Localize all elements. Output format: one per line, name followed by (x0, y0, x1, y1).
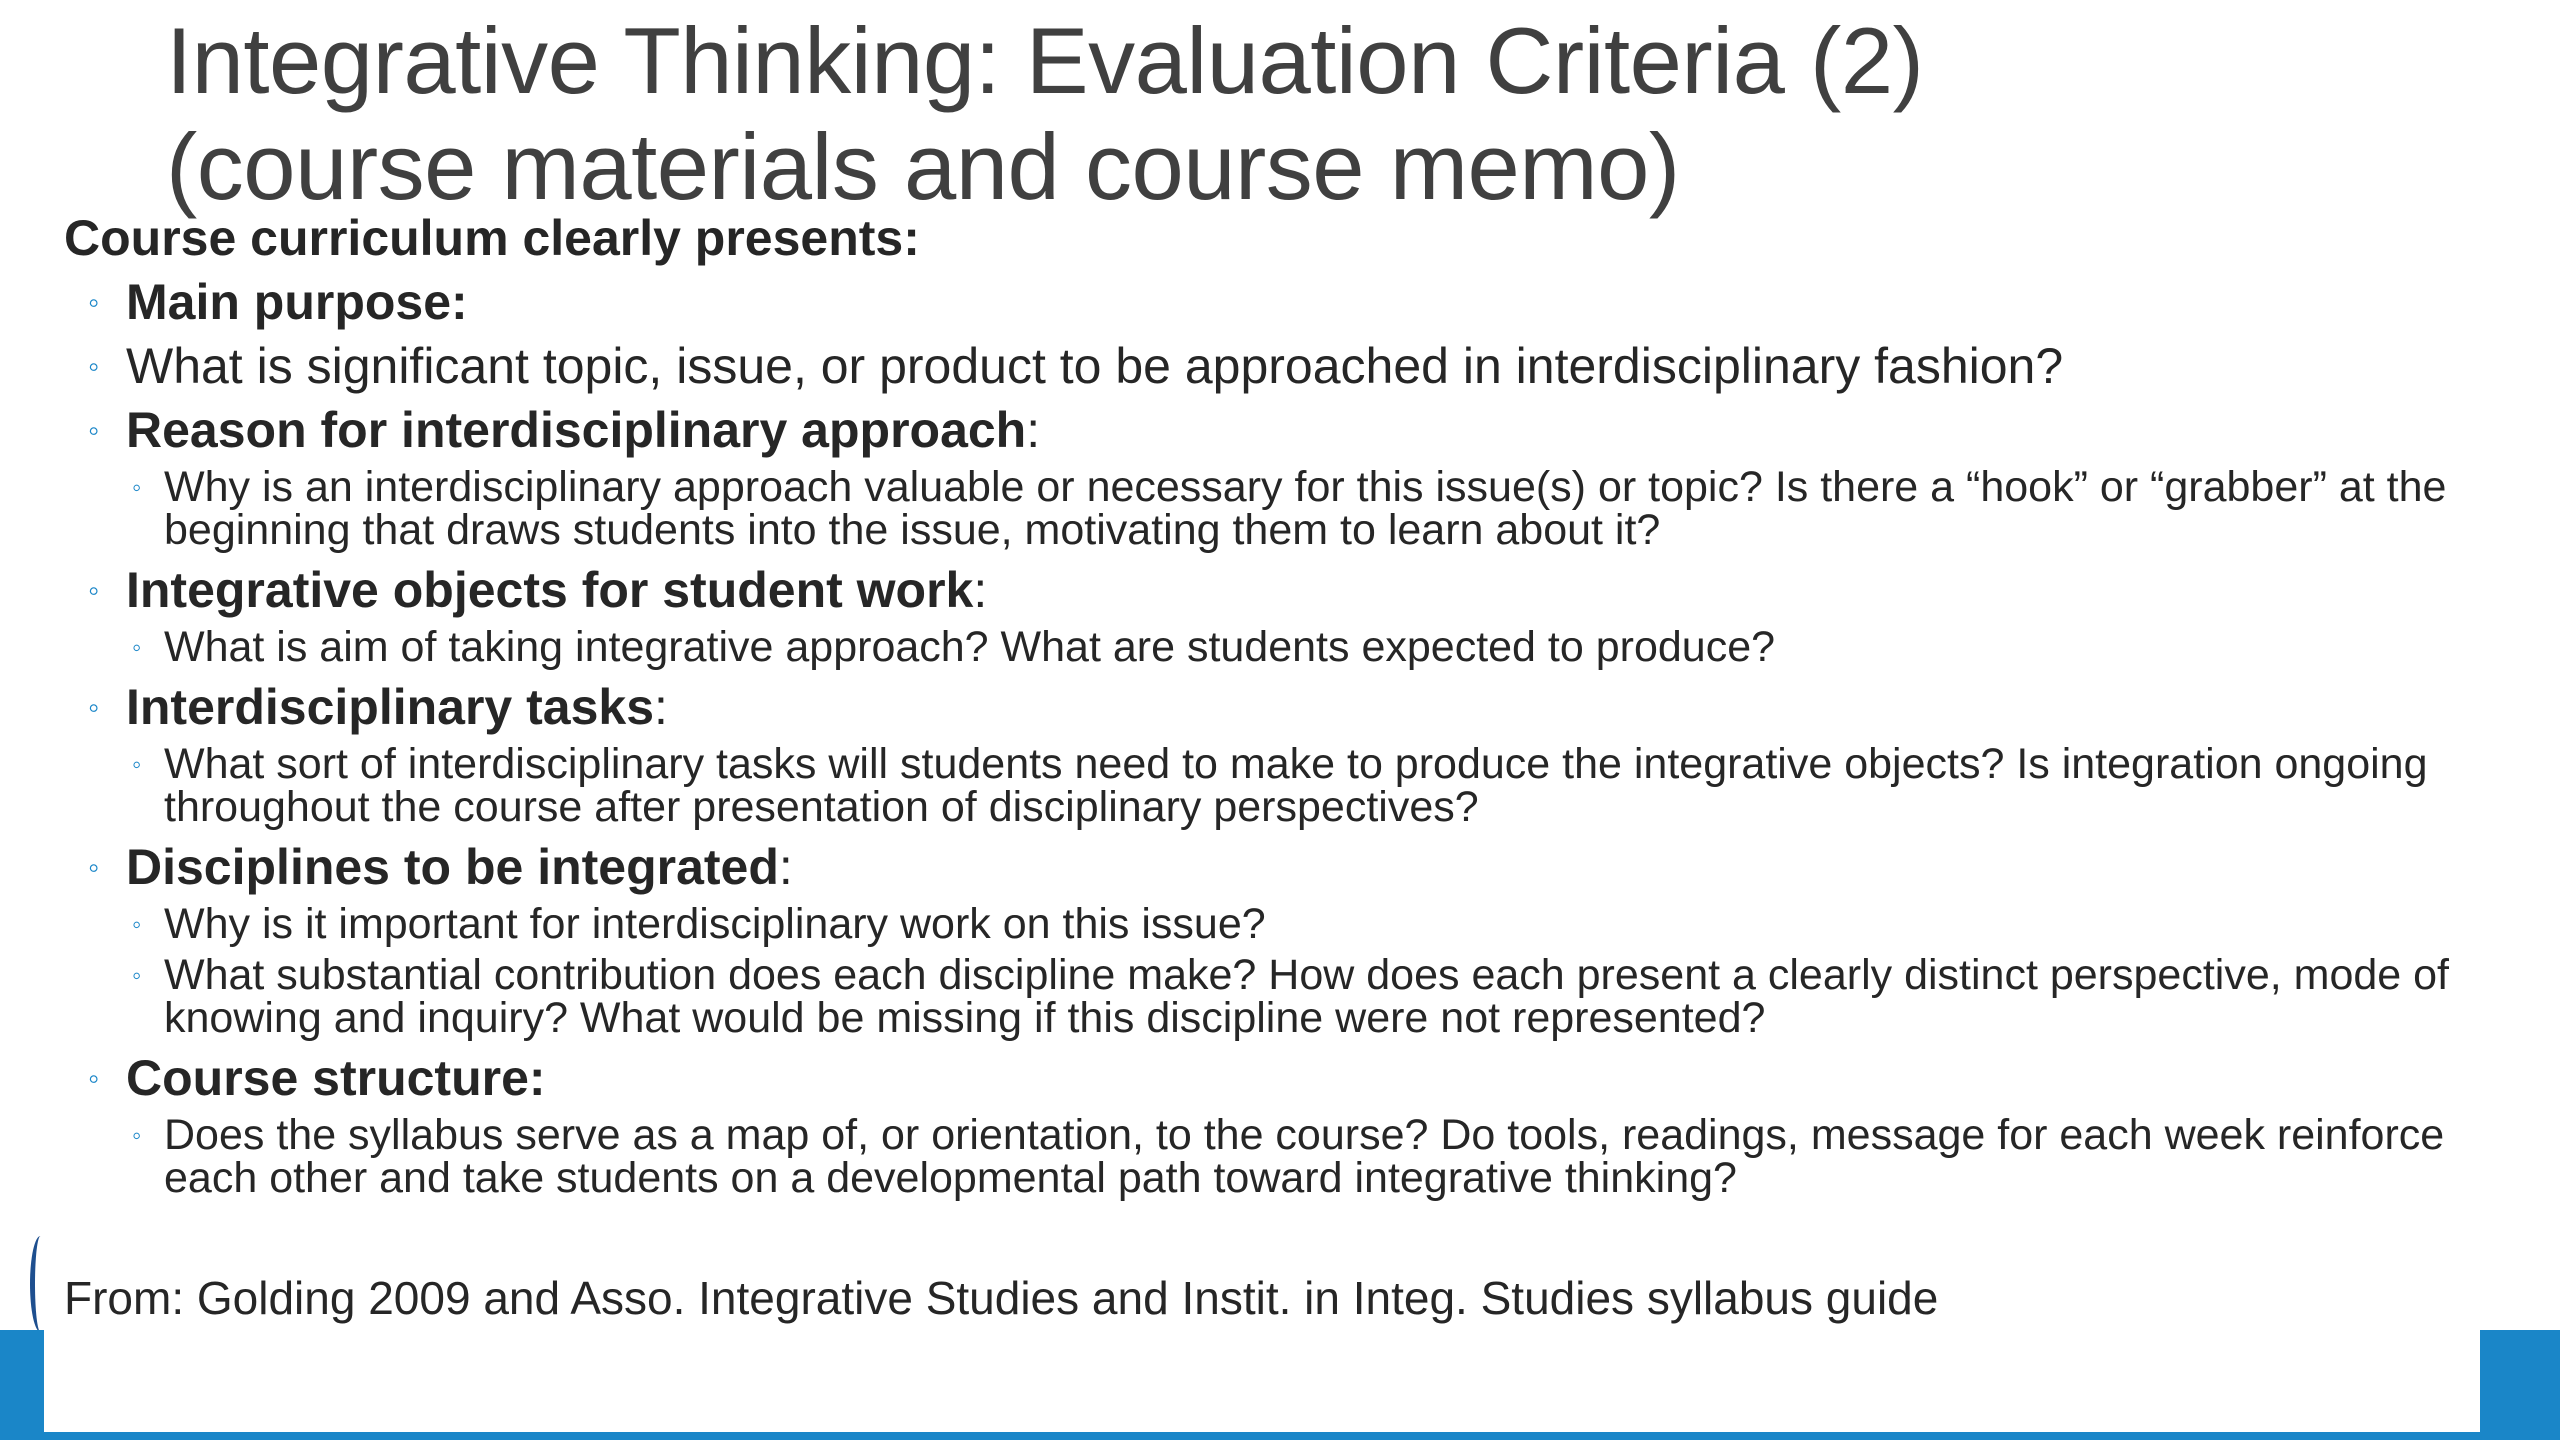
bullet-icon: ◦ (132, 1120, 142, 1150)
slide-body (64, 208, 2494, 1208)
slide-title-line-1: Integrative Thinking: Evaluation Criteria (2) (166, 8, 1924, 113)
slide-title-line-2: (course materials and course memo) (166, 114, 1680, 219)
sub-item-text: What substantial contribution does each discipline make? How does each present a clearly distinct perspective, mode of knowing and inquiry? What would be missing if this discipline were not represented? (164, 951, 2450, 1042)
bullet-icon: ◦ (132, 632, 142, 662)
criterion-text: What is significant topic, issue, or product to be approached in interdisciplinary fashion? (126, 338, 2064, 394)
criterion-heading: Disciplines to be integrated (126, 839, 779, 895)
criterion-suffix: : (778, 839, 793, 895)
decorative-bar-right (2480, 1330, 2560, 1440)
bullet-icon: ◦ (88, 284, 100, 320)
criterion-suffix: : (654, 679, 668, 735)
decorative-bar-bottom (0, 1432, 2560, 1440)
criterion-heading: Main purpose: (126, 274, 468, 330)
sub-list-item (126, 740, 2494, 831)
sub-list (126, 740, 2494, 831)
criterion-heading: Interdisciplinary tasks (126, 679, 655, 735)
list-item (64, 837, 2494, 1040)
bullet-icon: ◦ (88, 1060, 100, 1096)
criterion-suffix: : (973, 562, 988, 618)
bullet-icon: ◦ (132, 749, 142, 779)
sub-list-item (126, 900, 2494, 948)
criterion-suffix: : (1026, 402, 1041, 458)
list-item (64, 400, 2494, 552)
decorative-arc (30, 1236, 51, 1332)
slide-title (166, 8, 1923, 220)
list-item (64, 336, 2494, 396)
decorative-bar-left (0, 1330, 44, 1440)
bullet-icon: ◦ (88, 412, 100, 448)
sub-list-item (126, 623, 2494, 671)
sub-list-item (126, 463, 2494, 554)
sub-item-text: What sort of interdisciplinary tasks will students need to make to produce the integrative objects? Is integration ongoing throughout the course after presentation of disciplinary perspectives? (164, 740, 2428, 831)
sub-item-text: Why is an interdisciplinary approach valuable or necessary for this issue(s) or topic? Is there a “hook” or “grabber” at the beginning that draws students into the issue, motivating them to learn about it? (164, 463, 2447, 554)
intro-text: Course curriculum clearly presents: (64, 210, 920, 266)
criterion-heading: Integrative objects for student work (126, 562, 974, 618)
sub-item-text: Does the syllabus serve as a map of, or orientation, to the course? Do tools, readings, message for each week reinforce each other and take students on a developmental path toward integrative thinking? (164, 1111, 2445, 1202)
criterion-heading: Reason for interdisciplinary approach (126, 402, 1027, 458)
bullet-icon: ◦ (132, 909, 142, 939)
sub-list-item (126, 951, 2494, 1042)
source-citation: From: Golding 2009 and Asso. Integrative Studies and Instit. in Integ. Studies syllabus guide (64, 1272, 1939, 1324)
criterion-heading: Course structure: (126, 1050, 546, 1106)
sub-list-item (126, 1111, 2494, 1202)
criteria-list (64, 272, 2494, 1200)
sub-list (126, 463, 2494, 554)
bullet-icon: ◦ (88, 689, 100, 725)
sub-list (126, 900, 2494, 1042)
list-item (64, 560, 2494, 669)
bullet-icon: ◦ (132, 472, 142, 502)
list-item (64, 677, 2494, 829)
bullet-icon: ◦ (88, 572, 100, 608)
sub-item-text: What is aim of taking integrative approach? What are students expected to produce? (164, 623, 1776, 671)
list-item (64, 1048, 2494, 1200)
bullet-icon: ◦ (132, 960, 142, 990)
sub-list (126, 1111, 2494, 1202)
bullet-icon: ◦ (88, 348, 100, 384)
sub-list (126, 623, 2494, 671)
sub-item-text: Why is it important for interdisciplinary work on this issue? (164, 900, 1266, 948)
list-item (64, 272, 2494, 332)
bullet-icon: ◦ (88, 849, 100, 885)
